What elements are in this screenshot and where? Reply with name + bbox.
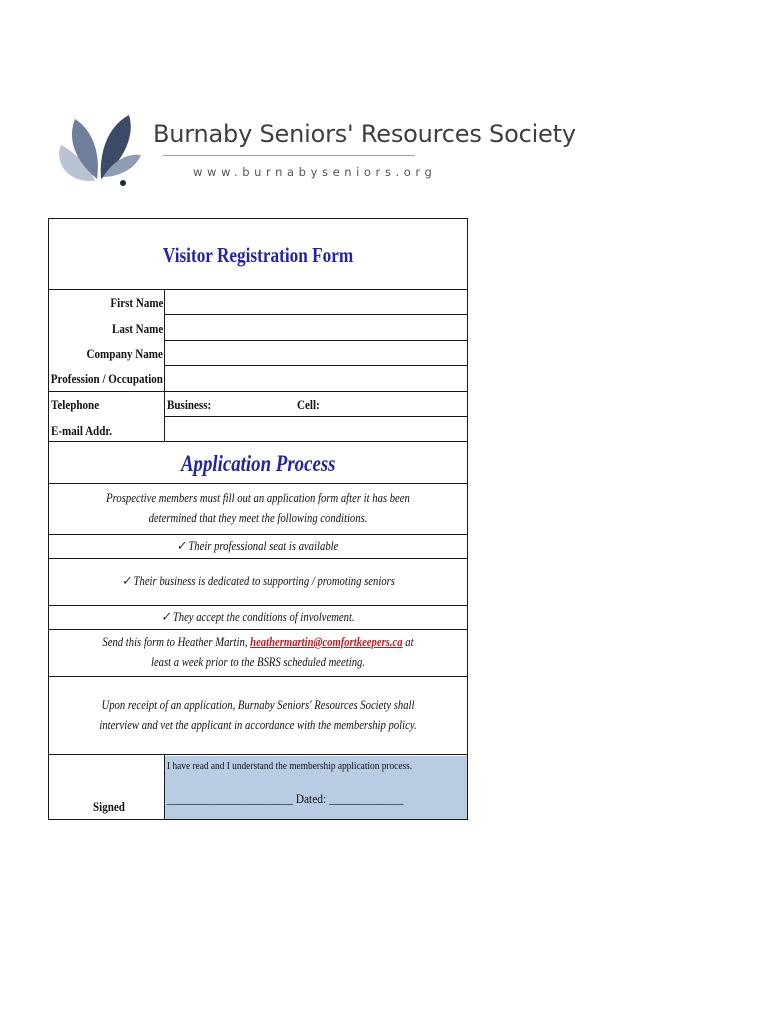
divider <box>49 676 467 677</box>
contact-email-link[interactable]: heathermartin@comfortkeepers.ca <box>250 634 403 649</box>
divider <box>164 340 467 341</box>
divider <box>49 605 467 606</box>
business-phone-field[interactable] <box>219 393 293 415</box>
visitor-registration-form <box>48 218 468 820</box>
divider <box>49 483 467 484</box>
application-intro: Prospective members must fill out an application form after it has been determined that they meet the following conditions. <box>106 490 410 525</box>
divider <box>164 365 467 366</box>
acknowledgement-text: I have read and I understand the membership application process. <box>167 760 413 772</box>
telephone-label: Telephone <box>51 397 100 412</box>
signature-date-line: ______________________ Dated: _____________ <box>167 791 404 806</box>
first-name-field[interactable] <box>166 291 465 313</box>
divider <box>164 416 467 417</box>
divider <box>164 314 467 315</box>
email-label: E-mail Addr. <box>51 423 113 438</box>
divider <box>49 754 467 755</box>
profession-label: Profession / Occupation <box>50 371 163 386</box>
divider <box>164 754 165 820</box>
condition-item: ✓ Their professional seat is available <box>177 538 339 553</box>
butterfly-icon <box>55 103 155 193</box>
first-name-label: First Name <box>109 295 163 310</box>
cell-label: Cell: <box>297 397 320 412</box>
company-name-field[interactable] <box>166 342 465 364</box>
divider <box>49 629 467 630</box>
receipt-notice: Upon receipt of an application, Burnaby Seniors' Resources Society shall interview and vet the applicant in accordance with the membership policy. <box>99 697 417 732</box>
company-name-label: Company Name <box>86 346 163 361</box>
form-title: Visitor Registration Form <box>162 243 354 267</box>
send-instructions <box>55 632 461 672</box>
divider <box>49 441 467 442</box>
condition-item: ✓ Their business is dedicated to supporting / promoting seniors <box>121 573 395 588</box>
divider <box>164 289 165 441</box>
profession-field[interactable] <box>166 367 465 389</box>
divider <box>49 391 467 392</box>
send-text-before: Send this form to Heather Martin, <box>102 634 248 649</box>
divider <box>49 558 467 559</box>
last-name-label: Last Name <box>111 321 163 336</box>
email-field[interactable] <box>166 418 465 440</box>
org-logo <box>55 103 576 193</box>
org-name: Burnaby Seniors' Resources Society <box>153 120 576 148</box>
signed-label: Signed <box>93 799 125 814</box>
send-text-after: at least a week prior to the BSRS scheduled meeting. <box>150 634 414 669</box>
logo-divider <box>163 155 415 156</box>
condition-item: ✓ They accept the conditions of involvement. <box>161 609 355 624</box>
cell-phone-field[interactable] <box>325 393 465 415</box>
application-process-title: Application Process <box>180 451 336 476</box>
divider <box>49 289 467 290</box>
org-url: www.burnabyseniors.org <box>193 165 437 179</box>
business-label: Business: <box>167 397 212 412</box>
divider <box>49 534 467 535</box>
last-name-field[interactable] <box>166 316 465 338</box>
